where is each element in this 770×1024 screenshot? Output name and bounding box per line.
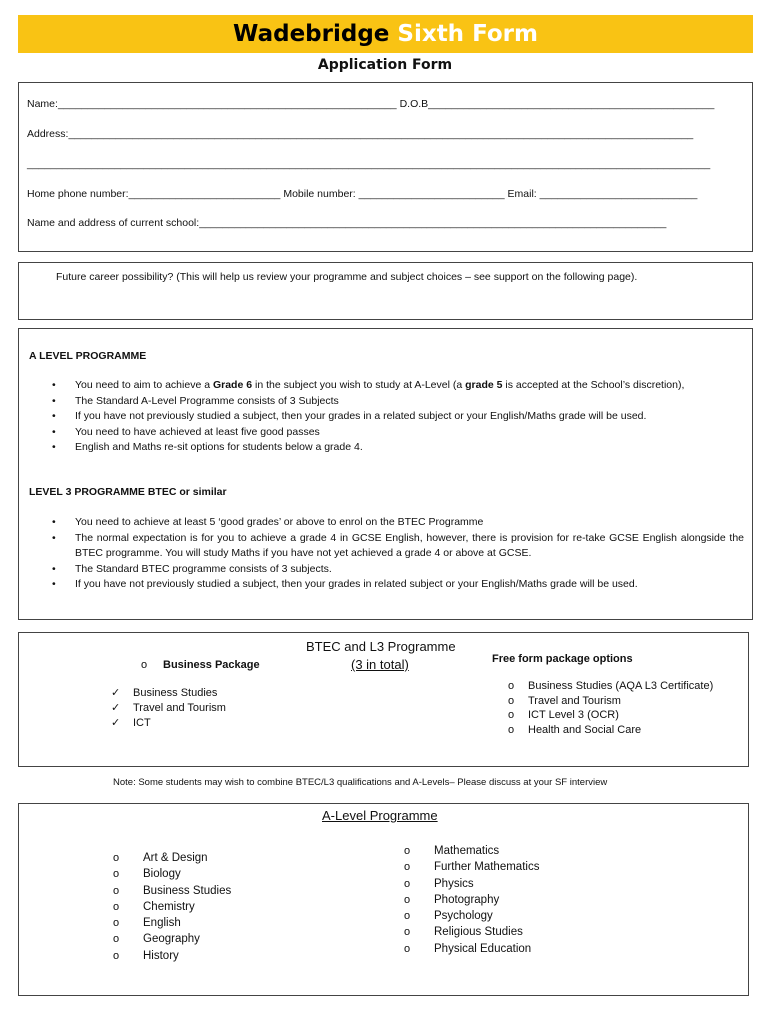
list-item: • The Standard A-Level Programme consists of 3 Subjects (20, 394, 750, 410)
list-item[interactable]: o Mathematics (404, 843, 539, 859)
dob-field[interactable]: _________________________________________________ (428, 98, 715, 110)
address-row (27, 128, 693, 141)
list-item: • You need to have achieved at least five good passes (20, 425, 750, 441)
business-package-list (111, 686, 226, 731)
sixth-form-label: Sixth Form (397, 21, 538, 47)
list-item[interactable]: o Business Studies (113, 883, 231, 899)
list-item[interactable]: o Further Mathematics (404, 859, 539, 875)
btec-programme-subtitle: (3 in total) (351, 657, 409, 672)
mobile-field[interactable]: _________________________ (358, 188, 505, 200)
alevel-requirements-list (20, 378, 750, 456)
title-banner (18, 15, 753, 53)
list-item[interactable]: o ICT Level 3 (OCR) (508, 708, 713, 723)
list-item[interactable]: o Chemistry (113, 899, 231, 915)
list-item[interactable]: o Physical Education (404, 941, 539, 957)
name-label: Name: (27, 98, 58, 110)
mobile-label: Mobile number: (283, 188, 356, 200)
btec-requirements-heading: LEVEL 3 PROGRAMME BTEC or similar (29, 486, 227, 498)
list-item[interactable]: o Photography (404, 892, 539, 908)
business-package-option[interactable] (141, 658, 770, 673)
home-phone-field[interactable]: __________________________ (128, 188, 281, 200)
list-item: • If you have not previously studied a subject, then your grades in a related subject or your English/Maths grade will be used. (20, 409, 750, 425)
school-name: Wadebridge (233, 21, 390, 47)
free-form-heading: Free form package options (492, 653, 633, 665)
school-field[interactable]: ________________________________________________________________________________ (199, 217, 667, 229)
list-item[interactable]: o History (113, 948, 231, 964)
list-item[interactable]: o Religious Studies (404, 924, 539, 940)
list-item[interactable]: o Geography (113, 931, 231, 947)
email-field[interactable]: ___________________________ (539, 188, 698, 200)
address-label: Address: (27, 128, 69, 140)
alevel-subjects-left (113, 850, 231, 964)
school-label: Name and address of current school: (27, 217, 200, 229)
name-field[interactable]: __________________________________________________________ (57, 98, 397, 110)
list-item[interactable]: o Travel and Tourism (508, 694, 713, 709)
dob-label: D.O.B (399, 98, 429, 110)
email-label: Email: (507, 188, 537, 200)
list-item: • English and Maths re-sit options for students below a grade 4. (20, 440, 750, 456)
name-row (27, 98, 714, 111)
list-item: • You need to achieve at least 5 ‘good grades’ or above to enrol on the BTEC Programme (20, 515, 744, 531)
list-item[interactable]: o English (113, 915, 231, 931)
free-form-list (508, 679, 713, 738)
list-item: ✓ ICT (111, 716, 226, 731)
list-item: • The Standard BTEC programme consists of 3 subjects. (20, 562, 744, 578)
address-field[interactable]: ___________________________________________________________________________________________________________ (68, 128, 694, 140)
alevel-subjects-right (404, 843, 539, 957)
list-item[interactable]: o Business Studies (AQA L3 Certificate) (508, 679, 713, 694)
home-phone-label: Home phone number: (27, 188, 129, 200)
list-item[interactable]: o Psychology (404, 908, 539, 924)
btec-requirements-list (20, 515, 744, 593)
address-line-2[interactable]: _____________________________________________________________________________________________________________________ (27, 158, 711, 170)
list-item: • The normal expectation is for you to achieve a grade 4 in GCSE English, however, there is provision for re-take GCSE English alongside the BTEC programme. You will study Maths if you have not yet achieved a grade 4 or above at GCSE. (20, 531, 744, 562)
list-item: ✓ Travel and Tourism (111, 701, 226, 716)
phone-row (27, 188, 697, 201)
form-title: Application Form (317, 57, 453, 73)
career-question: Future career possibility? (This will help us review your programme and subject choices – see support on the following page). (56, 271, 638, 283)
list-item[interactable]: o Art & Design (113, 850, 231, 866)
list-item: • If you have not previously studied a subject, then your grades in related subject or your English/Maths grade will be used. (20, 577, 744, 593)
list-item[interactable]: o Physics (404, 876, 539, 892)
btec-programme-title: BTEC and L3 Programme (306, 639, 456, 654)
list-item[interactable]: o Health and Social Care (508, 723, 713, 738)
alevel-requirements-heading: A LEVEL PROGRAMME (29, 350, 147, 362)
list-item: ✓ Business Studies (111, 686, 226, 701)
combine-note: Note: Some students may wish to combine BTEC/L3 qualifications and A-Levels– Please discuss at your SF interview (113, 777, 608, 788)
list-item: • You need to aim to achieve a Grade 6 in the subject you wish to study at A-Level (a grade 5 is accepted at the School’s discretion), (20, 378, 750, 394)
business-package-label: Business Package (163, 659, 260, 671)
list-item[interactable]: o Biology (113, 866, 231, 882)
school-row (27, 217, 666, 230)
alevel-programme-title: A-Level Programme (322, 808, 438, 823)
